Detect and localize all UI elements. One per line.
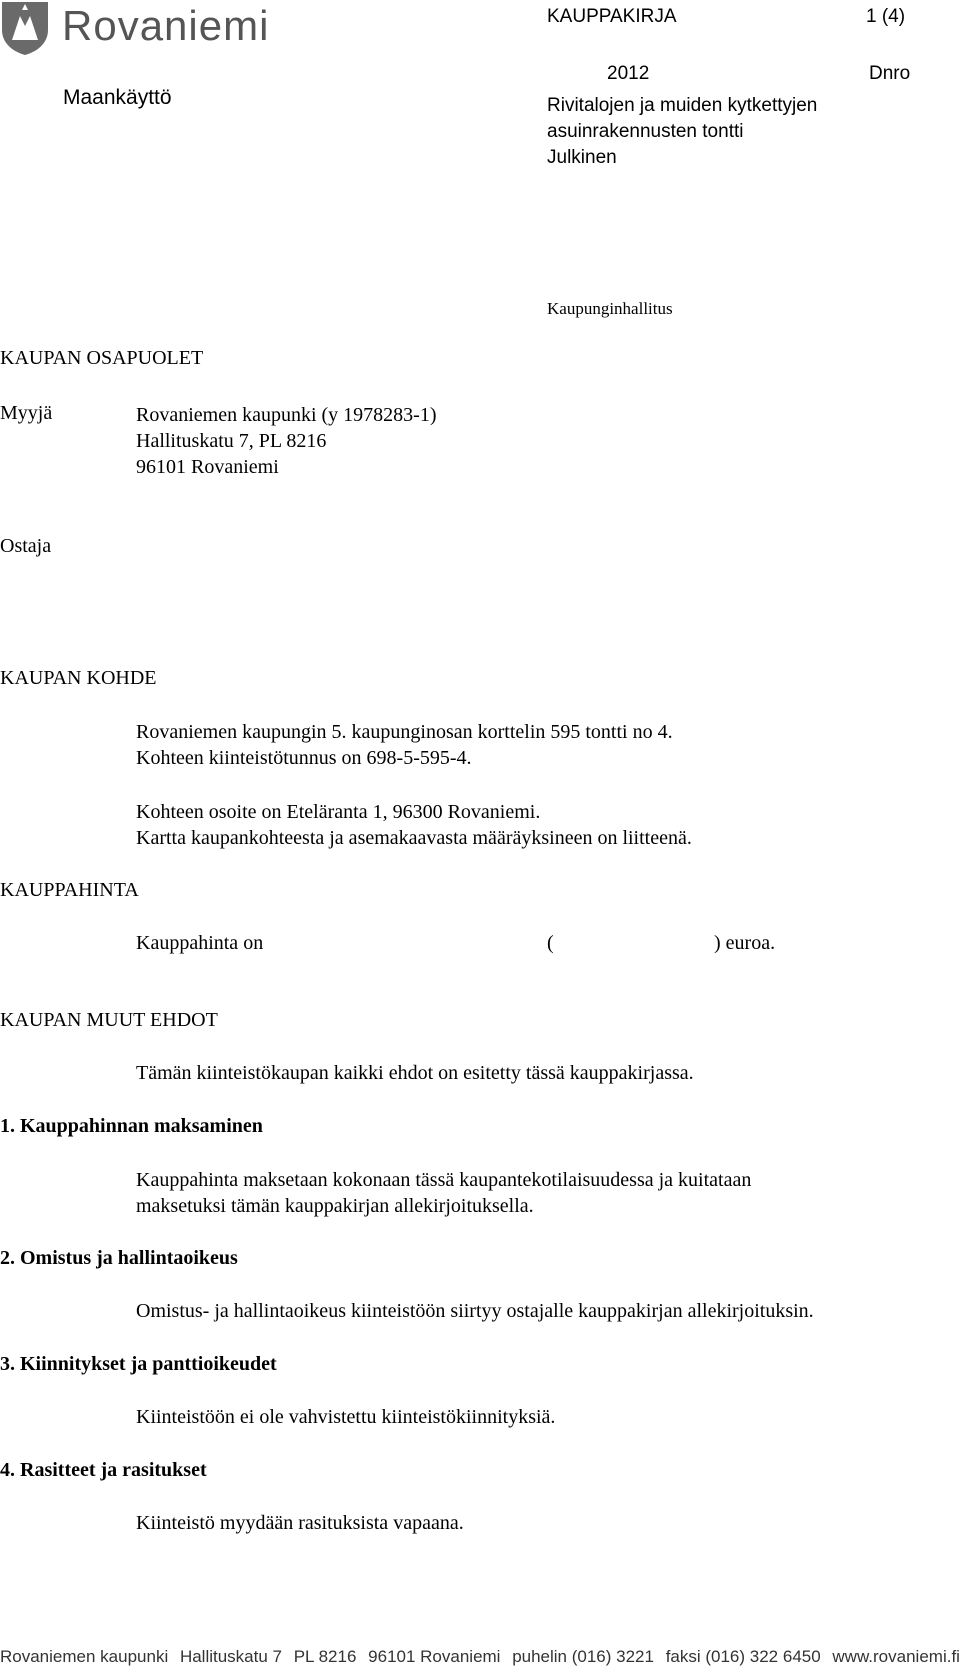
section-line: Omistus- ja hallintaoikeus kiinteistöön siirtyy ostajalle kauppakirjan allekirjoituksin.: [136, 1300, 814, 1322]
object-description: [136, 719, 673, 771]
document-type: KAUPPAKIRJA: [547, 6, 677, 27]
footer-website: www.rovaniemi.fi: [832, 1647, 960, 1666]
page-footer: [0, 1641, 960, 1673]
section-line: maksetuksi tämän kauppakirjan allekirjoituksella.: [136, 1195, 534, 1217]
seller-label: Myyjä: [0, 402, 53, 424]
section-title: 3. Kiinnitykset ja panttioikeudet: [0, 1353, 277, 1375]
seller-line: Rovaniemen kaupunki (y 1978283-1): [136, 404, 437, 426]
parties-heading: KAUPAN OSAPUOLET: [0, 347, 204, 369]
price-paren-open: (: [547, 932, 554, 954]
footer-po-box: PL 8216: [293, 1647, 357, 1666]
footer-fax: faksi (016) 322 6450: [665, 1647, 821, 1666]
document-subject: [547, 93, 817, 171]
object-address: [136, 799, 692, 851]
price-heading: KAUPPAHINTA: [0, 879, 139, 901]
section-title: 2. Omistus ja hallintaoikeus: [0, 1247, 238, 1269]
subject-line: asuinrakennusten tontti: [547, 121, 744, 142]
logo-wordmark: Rovaniemi: [62, 2, 270, 49]
seller-line: 96101 Rovaniemi: [136, 456, 279, 478]
buyer-label: Ostaja: [0, 535, 52, 557]
footer-phone: puhelin (016) 3221: [512, 1647, 654, 1666]
section-title: 4. Rasitteet ja rasitukset: [0, 1459, 207, 1481]
object-line: Kartta kaupankohteesta ja asemakaavasta määräyksineen on liitteenä.: [136, 827, 692, 849]
object-line: Kohteen osoite on Eteläranta 1, 96300 Rovaniemi.: [136, 801, 541, 823]
other-terms-intro: Tämän kiinteistökaupan kaikki ehdot on esitetty tässä kauppakirjassa.: [136, 1062, 694, 1084]
page-number: 1 (4): [866, 6, 906, 27]
approver: Kaupunginhallitus: [547, 299, 673, 318]
object-line: Kohteen kiinteistötunnus on 698-5-595-4.: [136, 747, 472, 769]
seller-details: [136, 402, 437, 480]
document-year: 2012: [607, 63, 650, 84]
dnro-label: Dnro: [869, 63, 911, 84]
footer-street: Hallituskatu 7: [179, 1647, 282, 1666]
section-line: Kiinteistöön ei ole vahvistettu kiinteistökiinnityksiä.: [136, 1406, 556, 1428]
section-line: Kiinteistö myydään rasituksista vapaana.: [136, 1512, 464, 1534]
price-label: Kauppahinta on: [136, 932, 264, 954]
rovaniemi-logo: [0, 0, 300, 60]
object-line: Rovaniemen kaupungin 5. kaupunginosan korttelin 595 tontti no 4.: [136, 721, 673, 743]
coat-of-arms-icon: [0, 0, 50, 56]
price-suffix: ) euroa.: [714, 932, 776, 954]
publicity-status: Julkinen: [547, 147, 617, 168]
object-heading: KAUPAN KOHDE: [0, 667, 157, 689]
seller-line: Hallituskatu 7, PL 8216: [136, 430, 327, 452]
footer-postal: 96101 Rovaniemi: [368, 1647, 501, 1666]
section-body: [136, 1167, 751, 1219]
section-line: Kauppahinta maksetaan kokonaan tässä kaupantekotilaisuudessa ja kuitataan: [136, 1169, 752, 1191]
subject-line: Rivitalojen ja muiden kytkettyjen: [547, 95, 818, 116]
other-terms-heading: KAUPAN MUUT EHDOT: [0, 1009, 218, 1031]
department: Maankäyttö: [63, 86, 172, 109]
section-title: 1. Kauppahinnan maksaminen: [0, 1115, 263, 1137]
footer-org: Rovaniemen kaupunki: [0, 1647, 169, 1666]
